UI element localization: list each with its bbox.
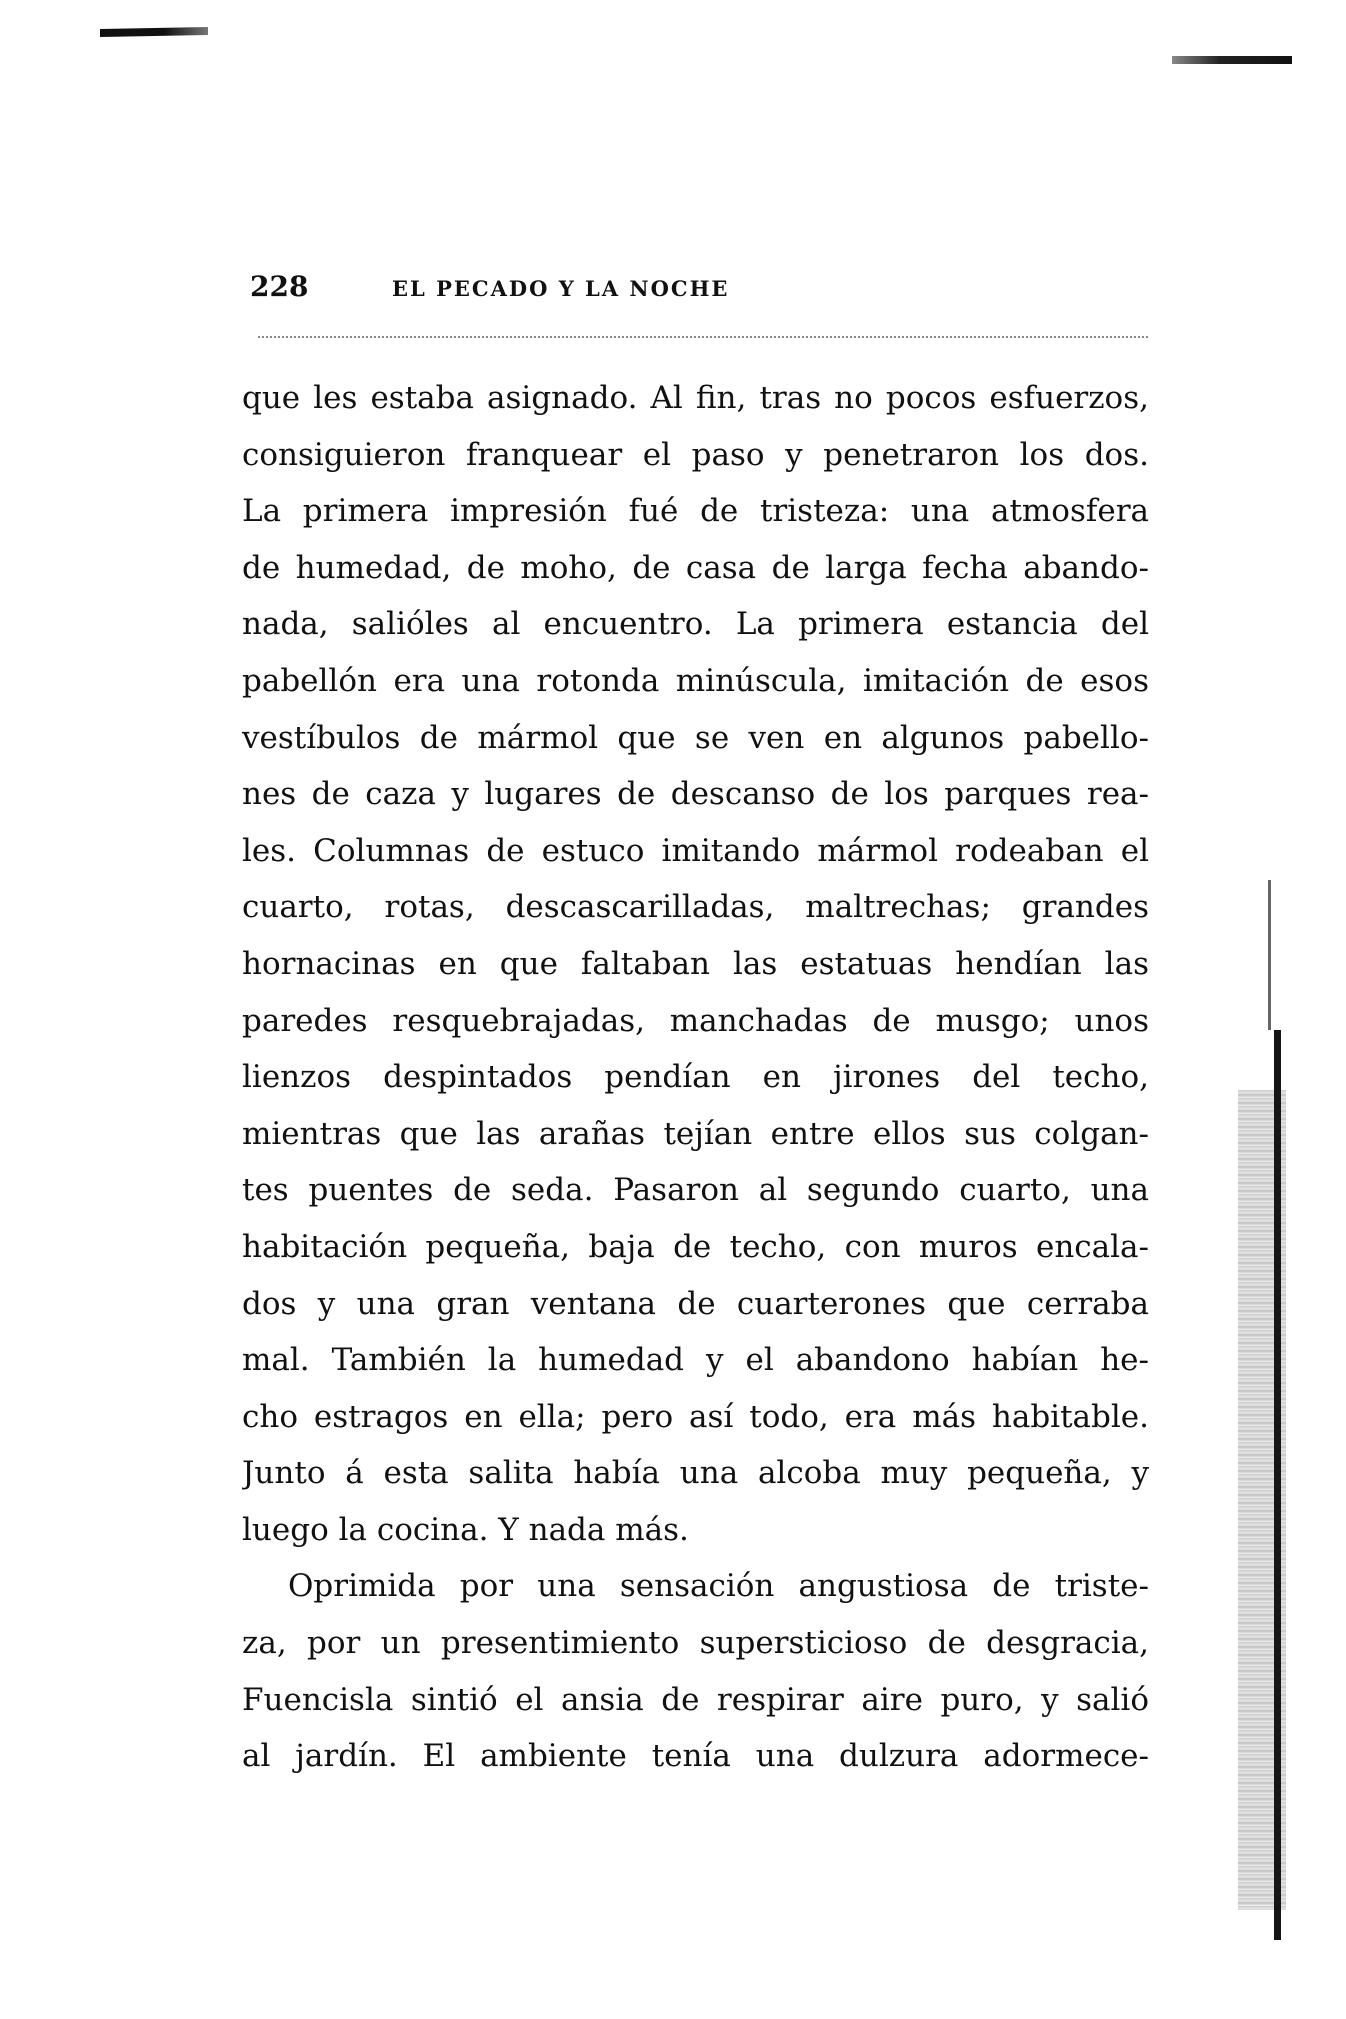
page-number: 228	[250, 270, 309, 303]
page-edge-shadow	[1238, 1030, 1298, 1940]
text-line: nes de caza y lugares de descanso de los parques rea-	[242, 776, 1149, 813]
text-line: hornacinas en que faltaban las estatuas hendían las	[242, 945, 1149, 982]
text-line: Fuencisla sintió el ansia de respirar aire puro, y salió	[242, 1681, 1149, 1718]
text-line: que les estaba asignado. Al fin, tras no pocos esfuerzos,	[242, 380, 1149, 416]
text-line: La primera impresión fué de tristeza: una atmosfera	[242, 493, 1149, 530]
body-text	[242, 370, 1149, 1785]
text-line: tes puentes de seda. Pasaron al segundo cuarto, una	[242, 1172, 1149, 1209]
text-line: cho estragos en ella; pero así todo, era más habitable.	[242, 1398, 1149, 1435]
text-line: vestíbulos de mármol que se ven en algunos pabello-	[242, 719, 1149, 756]
text-line: les. Columnas de estuco imitando mármol rodeaban el	[242, 832, 1149, 869]
text-line: de humedad, de moho, de casa de larga fecha abando-	[242, 549, 1149, 586]
scan-artifact-top-left	[100, 27, 208, 37]
text-line: mal. También la humedad y el abandono habían he-	[242, 1342, 1149, 1379]
running-head	[250, 270, 1150, 310]
running-title: EL PECADO Y LA NOCHE	[392, 276, 730, 301]
text-line: pabellón era una rotonda minúscula, imitación de esos	[242, 662, 1149, 699]
scan-artifact-top-right	[1172, 56, 1292, 64]
text-line: cuarto, rotas, descascarilladas, maltrechas; grandes	[242, 889, 1149, 926]
text-line: luego la cocina. Y nada más.	[242, 1511, 689, 1548]
text-line: habitación pequeña, baja de techo, con muros encala-	[242, 1228, 1149, 1265]
header-rule	[258, 336, 1148, 338]
text-line: paredes resquebrajadas, manchadas de musgo; unos	[242, 1002, 1149, 1039]
text-line: consiguieron franquear el paso y penetraron los dos.	[242, 436, 1149, 473]
text-line: Junto á esta salita había una alcoba muy pequeña, y	[242, 1455, 1149, 1492]
page-edge-rule	[1274, 1030, 1281, 1940]
text-line: za, por un presentimiento supersticioso de desgracia,	[242, 1625, 1149, 1662]
page-edge-line	[1268, 880, 1271, 1030]
text-line: nada, salióles al encuentro. La primera estancia del	[242, 606, 1149, 643]
paragraph-2	[242, 1558, 1149, 1784]
paragraph-1	[242, 370, 1149, 1558]
text-line: mientras que las arañas tejían entre ellos sus colgan-	[242, 1115, 1149, 1152]
text-line: dos y una gran ventana de cuarterones que cerraba	[242, 1285, 1149, 1322]
text-line: lienzos despintados pendían en jirones del techo,	[242, 1059, 1149, 1096]
text-line: Oprimida por una sensación angustiosa de triste-	[288, 1568, 1149, 1605]
text-line: al jardín. El ambiente tenía una dulzura adormece-	[242, 1738, 1149, 1775]
